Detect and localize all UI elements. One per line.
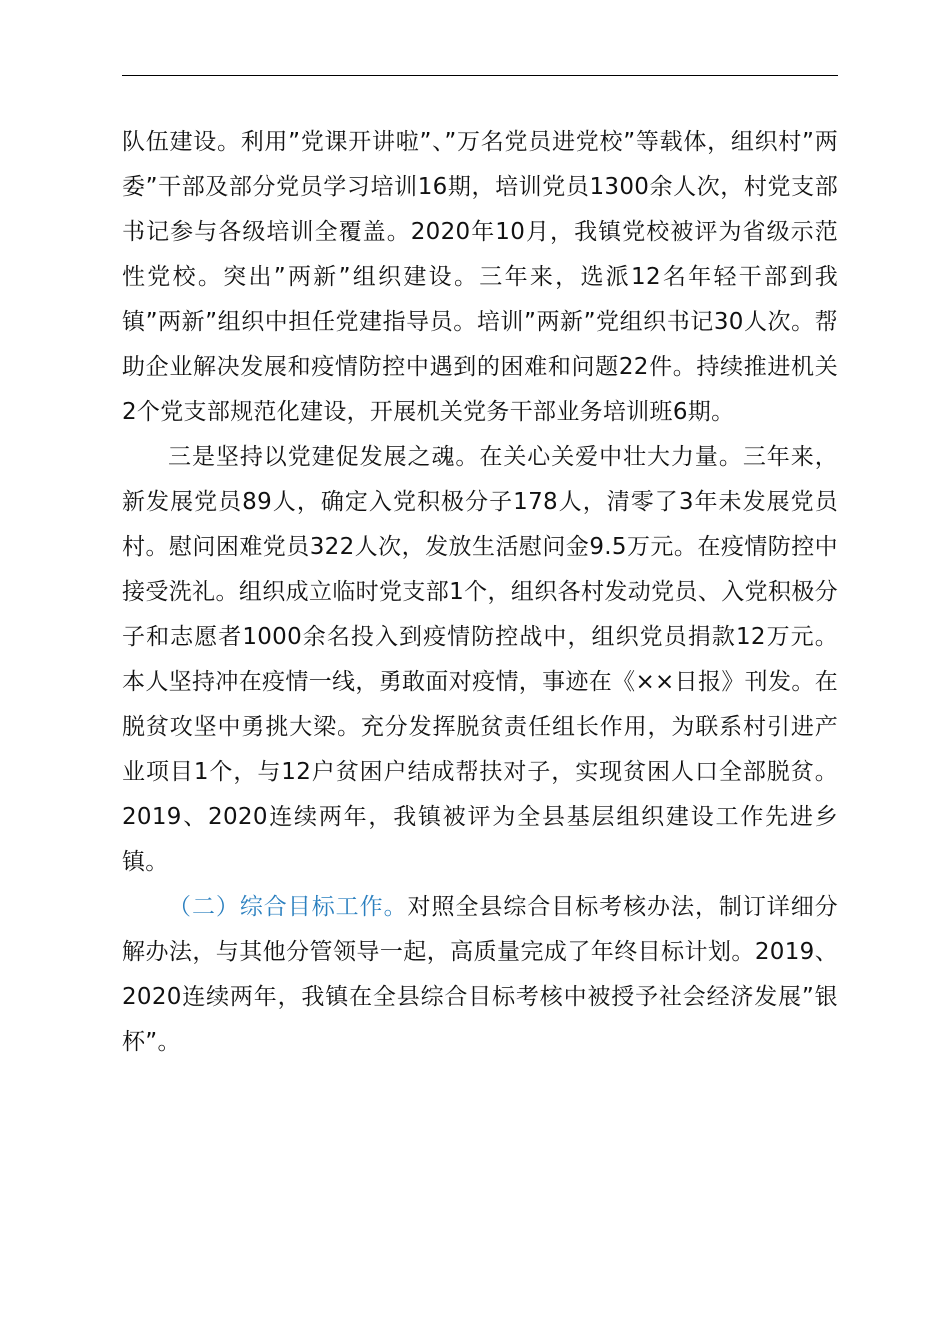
document-body bbox=[122, 120, 838, 1065]
paragraph-text: 三是坚持以党建促发展之魂。在关心关爱中壮大力量。三年来，新发展党员89人，确定入党积极分子178人，清零了3年未发展党员村。慰问困难党员322人次，发放生活慰问金9.5万元。在疫情防控中接受洗礼。组织成立临时党支部1个，组织各村发动党员、入党积极分子和志愿者1000余名投入到疫情防控战中，组织党员捐款12万元。本人坚持冲在疫情一线，勇敢面对疫情，事迹在《××日报》刊发。在脱贫攻坚中勇挑大梁。充分发挥脱贫责任组长作用，为联系村引进产业项目1个，与12户贫困户结成帮扶对子，实现贫困人口全部脱贫。2019、2020连续两年，我镇被评为全县基层组织建设工作先进乡镇。 bbox=[122, 444, 838, 875]
paragraph-comprehensive-goals bbox=[122, 885, 838, 1065]
paragraph-party-development bbox=[122, 435, 838, 885]
section-heading: （二）综合目标工作。 bbox=[168, 894, 408, 920]
paragraph-text: 队伍建设。利用”党课开讲啦”、”万名党员进党校”等载体，组织村”两委”干部及部分党员学习培训16期，培训党员1300余人次，村党支部书记参与各级培训全覆盖。2020年10月，我镇党校被评为省级示范性党校。突出”两新”组织建设。三年来，选派12名年轻干部到我镇”两新”组织中担任党建指导员。培训”两新”党组织书记30人次。帮助企业解决发展和疫情防控中遇到的困难和问题22件。持续推进机关2个党支部规范化建设，开展机关党务干部业务培训班6期。 bbox=[122, 129, 838, 425]
paragraph-team-building bbox=[122, 120, 838, 435]
header-rule bbox=[122, 75, 838, 76]
paragraph-text: 对照全县综合目标考核办法，制订详细分解办法，与其他分管领导一起，高质量完成了年终目标计划。2019、2020连续两年，我镇在全县综合目标考核中被授予社会经济发展”银杯”。 bbox=[122, 894, 839, 1055]
